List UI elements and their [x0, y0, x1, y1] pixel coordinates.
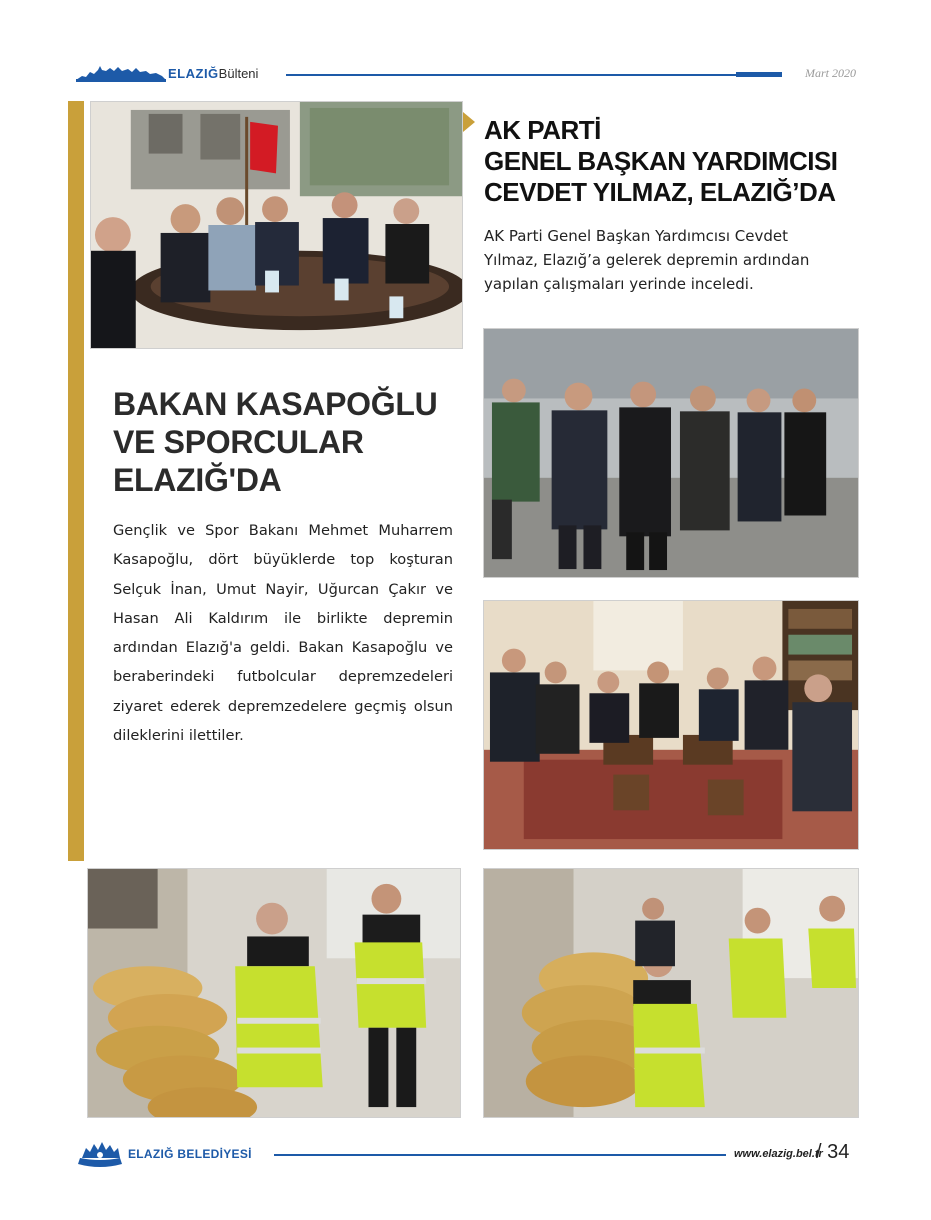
article1-title-line1: AK PARTİ	[484, 115, 601, 145]
page-number: / 34	[816, 1141, 850, 1163]
photo-corner-marker	[463, 112, 475, 132]
article1-title-line3: CEVDET YILMAZ, ELAZIĞ’DA	[484, 177, 836, 207]
living-room-visit-photo	[483, 600, 859, 850]
issue-date: Mart 2020	[805, 66, 856, 80]
article2-title	[113, 385, 473, 499]
meeting-photo	[90, 101, 463, 349]
article1-title-line2: GENEL BAŞKAN YARDIMCISI	[484, 146, 838, 176]
brand-suffix: Bülteni	[218, 66, 259, 81]
relief-supplies-photo-2	[483, 868, 859, 1118]
article2-title-line1: BAKAN KASAPOĞLU	[113, 386, 438, 422]
municipality-name: ELAZIĞ BELEDİYESİ	[128, 1147, 252, 1161]
brand-name: ELAZIĞ	[168, 66, 219, 81]
article2-title-line3: ELAZIĞ'DA	[113, 462, 282, 498]
accent-bar	[68, 101, 84, 861]
article1-title	[484, 115, 874, 208]
page-header	[76, 60, 856, 86]
article2-body: Gençlik ve Spor Bakanı Mehmet Muharrem Kasapoğlu, dört büyüklerde top koşturan Selçuk İnan, Umut Nayir, Uğurcan Çakır ve Hasan Ali Kaldırım ile birlikte depremin ardından Elazığ'a geldi. Bakan Kasapoğlu ve beraberindeki futbolcular depremzedeleri ziyaret ederek depremzedelere geçmiş olsun dileklerini ilettiler.	[113, 522, 453, 745]
page-footer	[76, 1138, 861, 1168]
header-rule	[286, 74, 776, 76]
title-marker	[84, 372, 98, 396]
header-rule-accent	[736, 72, 782, 77]
bulletin-brand	[168, 66, 258, 81]
article2-title-line2: VE SPORCULAR	[113, 424, 364, 460]
footer-rule	[274, 1154, 726, 1156]
article1-body: AK Parti Genel Başkan Yardımcısı Cevdet Yılmaz, Elazığ’a gelerek depremin ardından yapılan çalışmaları yerinde inceledi.	[484, 227, 810, 293]
city-skyline-logo-icon	[76, 62, 166, 82]
relief-supplies-photo-1	[87, 868, 461, 1118]
walking-group-photo	[483, 328, 859, 578]
municipality-logo-icon	[76, 1138, 124, 1168]
website-url[interactable]: www.elazig.bel.tr	[734, 1148, 823, 1160]
